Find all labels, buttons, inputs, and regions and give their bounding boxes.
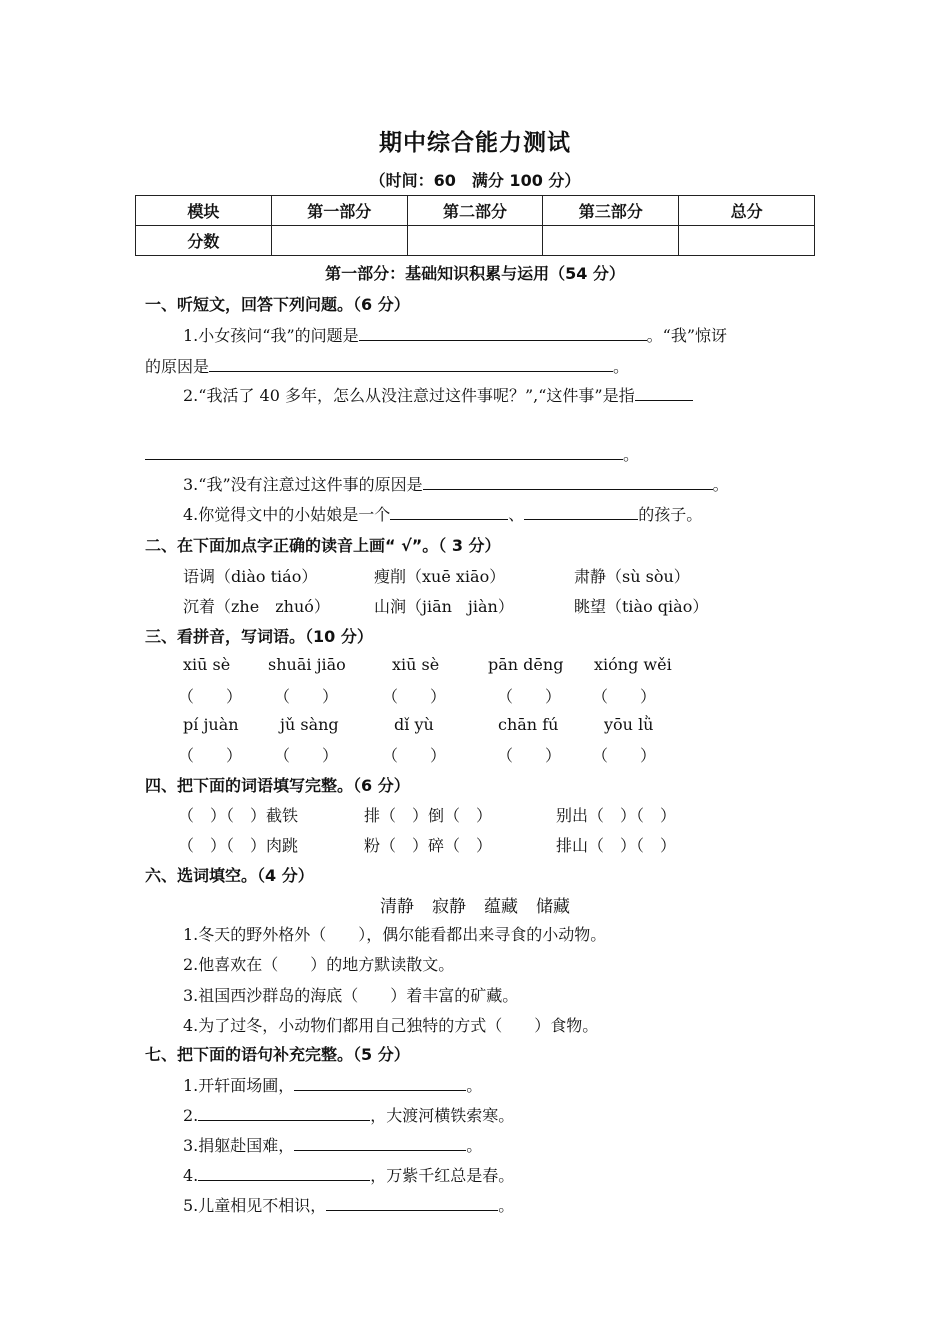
question-line: 的原因是 。 [145, 357, 630, 376]
question-line[interactable]: 2.他喜欢在（ ）的地方默读散文。 [183, 955, 455, 974]
word-bank [0, 892, 950, 917]
pinyin-choice[interactable]: 沉着（zhe zhuó） [183, 597, 330, 616]
answer-blank[interactable] [294, 1075, 466, 1091]
table-header-cell: 总分 [679, 196, 815, 226]
pinyin-choice[interactable]: 肃静（sù sòu） [574, 567, 690, 586]
word-bank-item: 蕴藏 [484, 897, 518, 917]
section4-heading: 四、把下面的词语填写完整。（6 分） [145, 776, 410, 795]
table-row [136, 196, 815, 226]
question-line: 。 [145, 442, 639, 465]
answer-paren[interactable]: （ ） [497, 746, 562, 765]
table-header-cell: 第一部分 [271, 196, 407, 226]
section7-heading: 七、把下面的语句补充完整。（5 分） [145, 1045, 410, 1064]
answer-blank[interactable] [635, 385, 693, 401]
word-bank-item: 储藏 [536, 897, 570, 917]
answer-blank[interactable] [145, 444, 623, 460]
pinyin-prompt: yōu lǜ [604, 715, 654, 734]
table-header-cell: 模块 [136, 196, 272, 226]
answer-paren[interactable]: （ ） [274, 746, 339, 765]
answer-blank[interactable] [524, 504, 638, 520]
answer-blank[interactable] [294, 1135, 466, 1151]
section1-heading: 一、听短文，回答下列问题。（6 分） [145, 295, 410, 314]
pinyin-prompt: pān dēng [488, 655, 564, 674]
score-cell-total[interactable] [679, 226, 815, 256]
question-line: 1.开轩面场圃， 。 [183, 1076, 483, 1095]
question-line: 3.“我”没有注意过这件事的原因是 。 [183, 475, 729, 494]
score-cell-part1[interactable] [271, 226, 407, 256]
answer-blank[interactable] [390, 504, 508, 520]
pinyin-prompt: jǔ sàng [280, 715, 339, 734]
answer-blank[interactable] [423, 474, 713, 490]
answer-paren[interactable]: （ ） [382, 687, 447, 706]
pinyin-choice[interactable]: 眺望（tiào qiào） [574, 597, 709, 616]
part1-title: 第一部分：基础知识积累与运用（54 分） [325, 264, 625, 283]
pinyin-prompt: xiū sè [392, 655, 440, 674]
question-line: 4.你觉得文中的小姑娘是一个 、 的孩子。 [183, 505, 703, 524]
score-table [135, 195, 815, 256]
answer-paren[interactable]: （ ） [178, 687, 243, 706]
answer-paren[interactable]: （ ） [497, 687, 562, 706]
word-bank-item: 清静 [380, 897, 414, 917]
table-row [136, 226, 815, 256]
score-cell-part3[interactable] [543, 226, 679, 256]
question-line: 3.捐躯赴国难， 。 [183, 1136, 483, 1155]
idiom-fill[interactable]: （ ）（ ）截铁 [178, 806, 299, 825]
question-line: 2. ，大渡河横铁索寒。 [183, 1106, 515, 1125]
pinyin-choice[interactable]: 山涧（jiān jiàn） [374, 597, 514, 616]
pinyin-choice[interactable]: 瘦削（xuē xiāo） [374, 567, 506, 586]
pinyin-prompt: chān fú [498, 715, 559, 734]
question-line[interactable]: 1.冬天的野外格外（ ），偶尔能看都出来寻食的小动物。 [183, 925, 607, 944]
idiom-fill[interactable]: 别出（ ）（ ） [556, 806, 677, 825]
idiom-fill[interactable]: 粉（ ）碎（ ） [364, 836, 493, 855]
answer-paren[interactable]: （ ） [592, 746, 657, 765]
question-line: 5.儿童相见不相识， 。 [183, 1196, 515, 1215]
score-cell-part2[interactable] [407, 226, 543, 256]
question-line[interactable]: 3.祖国西沙群岛的海底（ ）着丰富的矿藏。 [183, 986, 519, 1005]
page-title: 期中综合能力测试 [379, 130, 571, 156]
question-line: 1.小女孩问“我”的问题是 。“我”惊讶 [183, 326, 728, 345]
idiom-fill[interactable]: 排山（ ）（ ） [556, 836, 677, 855]
answer-paren[interactable]: （ ） [274, 687, 339, 706]
idiom-fill[interactable]: 排（ ）倒（ ） [364, 806, 493, 825]
pinyin-prompt: dǐ yù [394, 715, 434, 734]
answer-blank[interactable] [198, 1165, 370, 1181]
answer-paren[interactable]: （ ） [382, 746, 447, 765]
pinyin-prompt: xióng wěi [594, 655, 672, 674]
answer-paren[interactable]: （ ） [592, 687, 657, 706]
table-header-cell: 第三部分 [543, 196, 679, 226]
section3-heading: 三、看拼音，写词语。（10 分） [145, 627, 373, 646]
word-bank-item: 寂静 [432, 897, 466, 917]
table-header-cell: 第二部分 [407, 196, 543, 226]
pinyin-prompt: xiū sè [183, 655, 231, 674]
table-row-label: 分数 [136, 226, 272, 256]
pinyin-prompt: pí juàn [183, 715, 239, 734]
answer-blank[interactable] [359, 325, 647, 341]
answer-blank[interactable] [326, 1195, 498, 1211]
question-line: 4. ，万紫千红总是春。 [183, 1166, 515, 1185]
question-line[interactable]: 4.为了过冬，小动物们都用自己独特的方式（ ）食物。 [183, 1016, 599, 1035]
answer-blank[interactable] [209, 356, 613, 372]
question-line: 2.“我活了 40 多年，怎么从没注意过这件事呢？”,“这件事”是指 [183, 383, 693, 406]
answer-blank[interactable] [198, 1105, 370, 1121]
section6-heading: 六、选词填空。（4 分） [145, 866, 314, 885]
section2-heading: 二、在下面加点字正确的读音上画“ √”。（ 3 分） [145, 536, 501, 555]
pinyin-choice[interactable]: 语调（diào tiáo） [183, 567, 318, 586]
pinyin-prompt: shuāi jiāo [268, 655, 346, 674]
answer-paren[interactable]: （ ） [178, 746, 243, 765]
page-subtitle: （时间：60 满分 100 分） [369, 171, 581, 190]
idiom-fill[interactable]: （ ）（ ）肉跳 [178, 836, 299, 855]
